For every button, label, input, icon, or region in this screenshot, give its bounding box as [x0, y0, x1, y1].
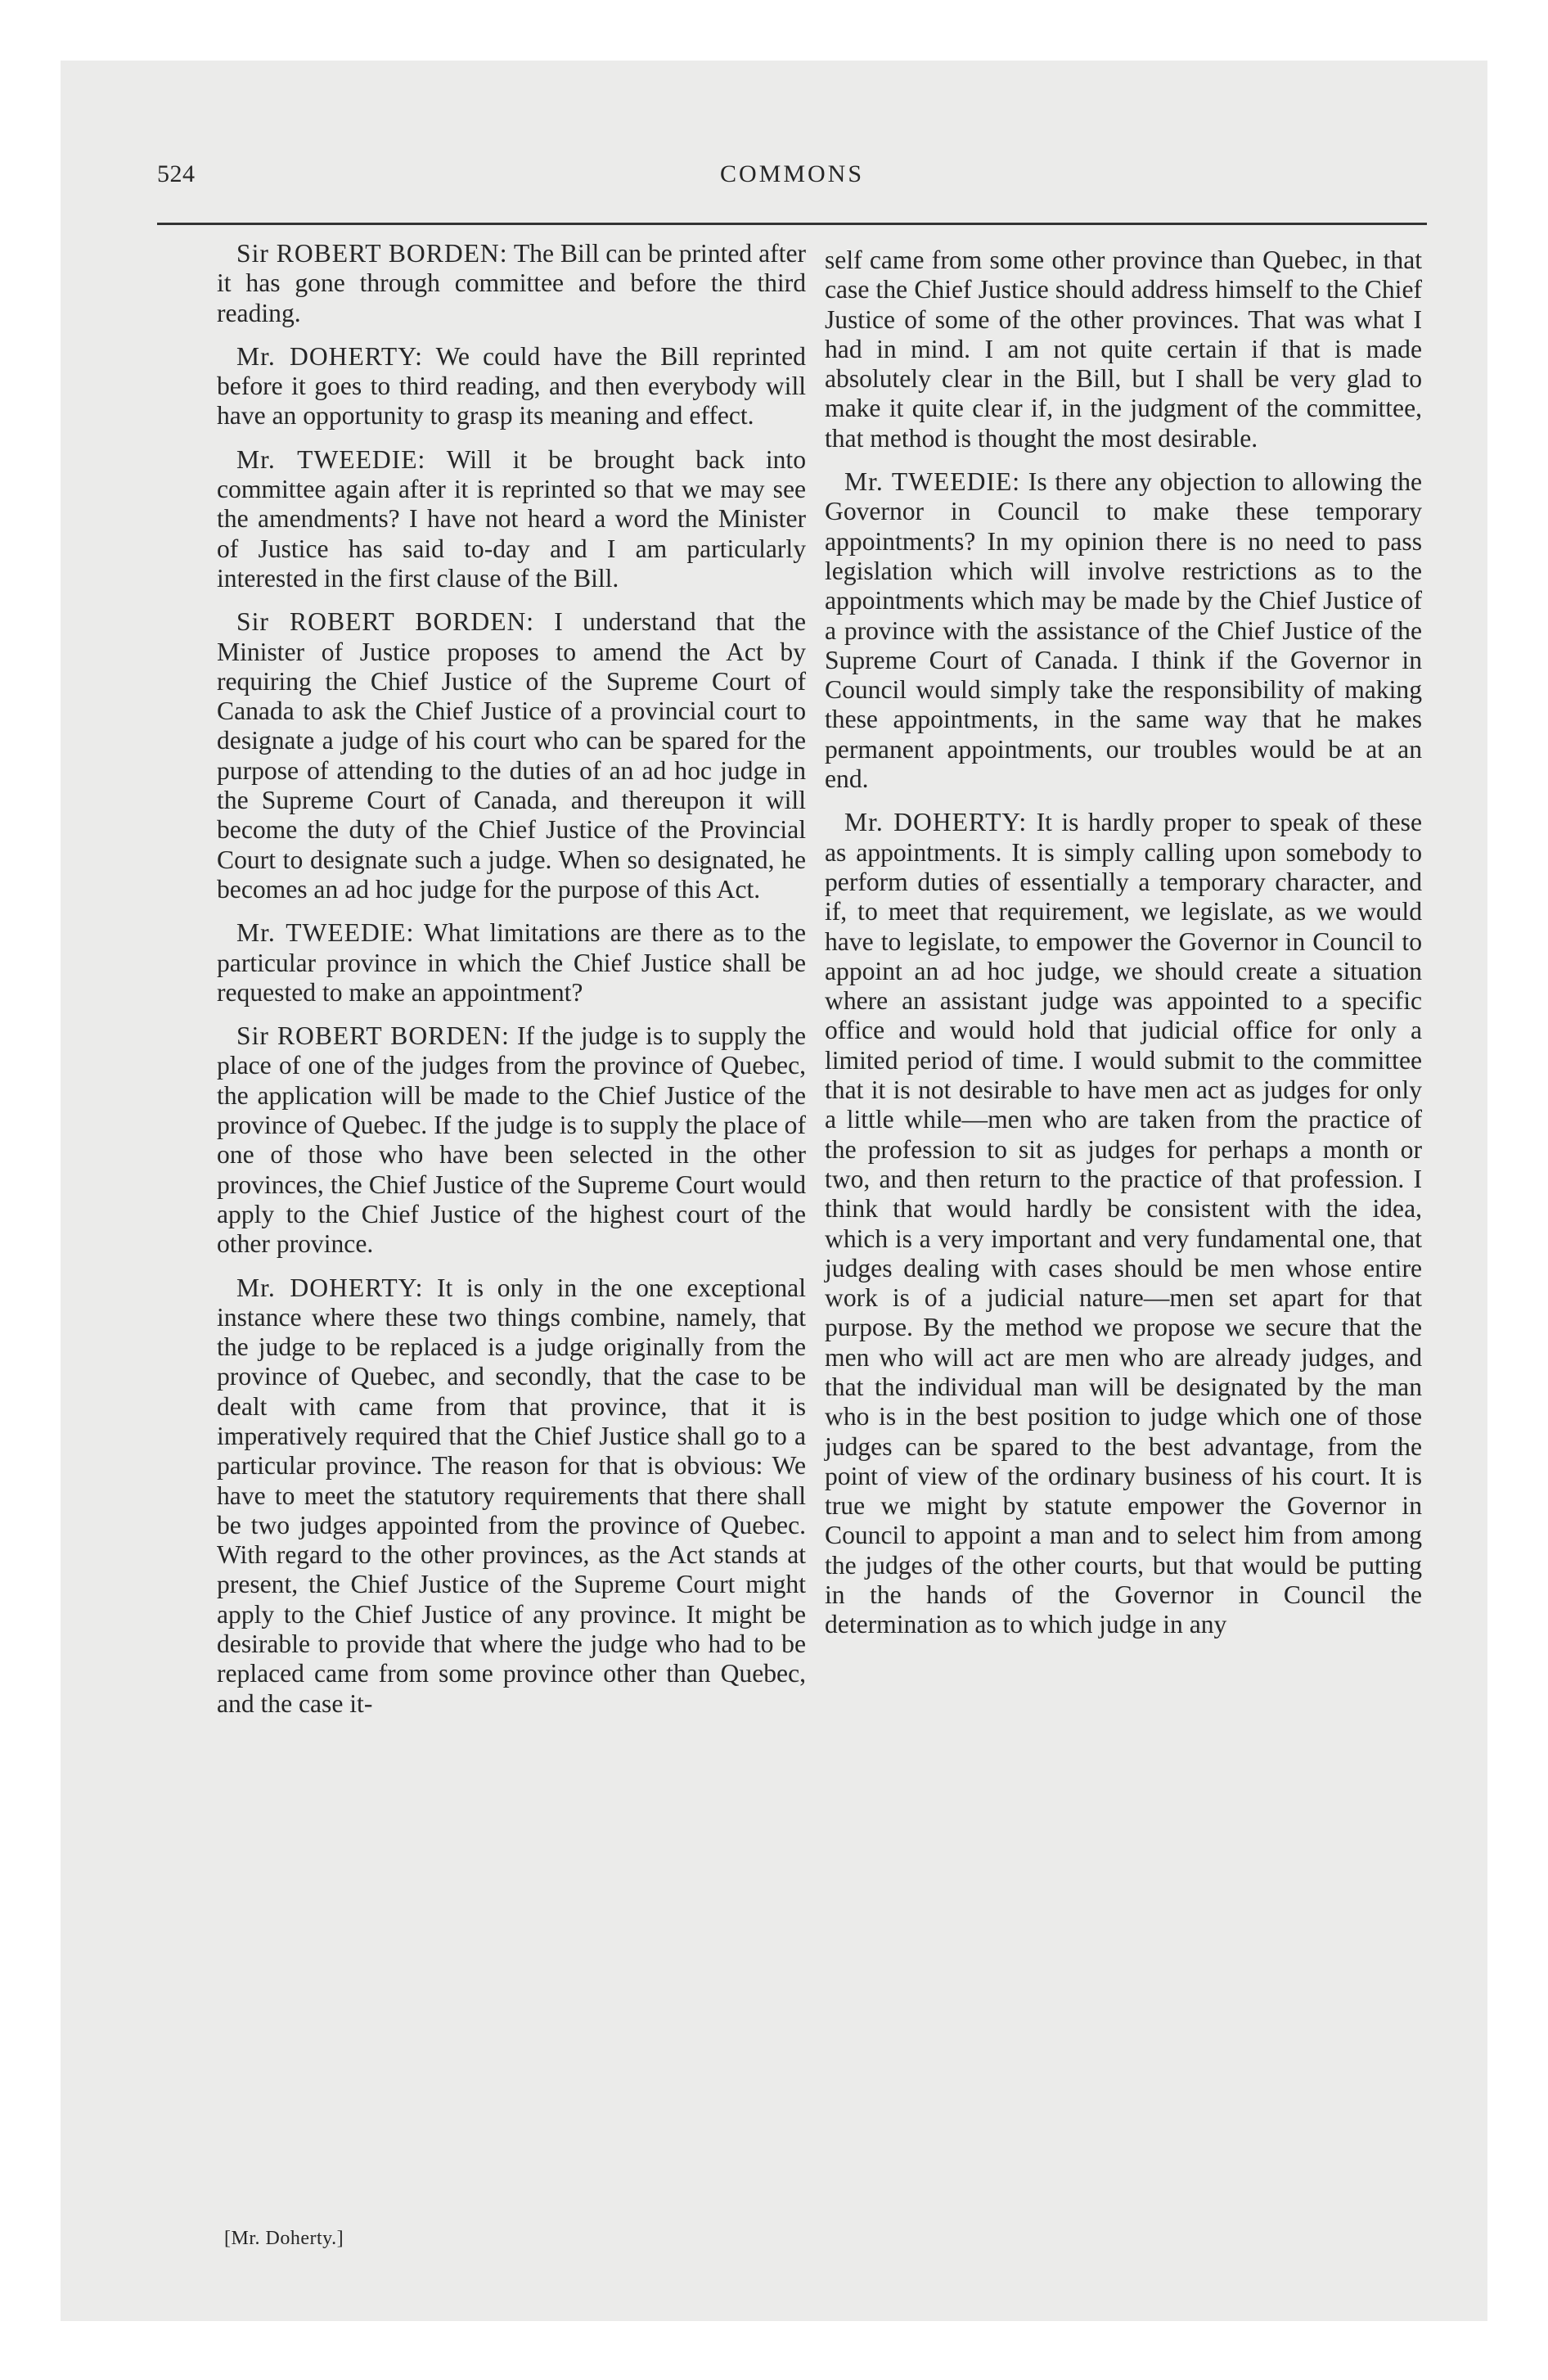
speaker-name: Sir ROBERT BORDEN:	[236, 1021, 510, 1051]
running-head: COMMONS	[719, 160, 865, 187]
speech-text: It is hardly proper to speak of these as appointments. It is simply calling upon somebody to perform duties of essentially a temporary character, and if, to meet that requirement, we legislate, as we would have to legislate, to empower the Governor in Council to appoint an ad hoc judge, we should create a situation where an assistant judge was appointed to a specific office and would hold that judicial office for only a limited period of time. I would submit to the committee that it is not desirable to have men act as judges for only a little while—men who are taken from the practice of the profession to sit as judges for perhaps a month or two, and then return to the practice of that profession. I think that would hardly be consistent with the idea, which is a very important and very fundamental one, that judges dealing with cases should be men whose entire work is of a judicial nature—men set apart for that purpose. By the method we propose we secure that the men who will act are men who are already judges, and that the individual man will be designated by the man who is in the best position to judge which one of those judges can be spared to the best advantage, from the point of view of the ordinary business of his court. It is true we might by statute empower the Governor in Council to appoint a man and to select him from among the judges of the other courts, but that would be putting in the hands of the Governor in Council the determination as to which judge in any	[825, 808, 1422, 1639]
paragraph	[217, 1273, 806, 1719]
paragraph	[217, 239, 806, 328]
right-column	[825, 246, 1422, 1654]
header-rule	[157, 223, 1427, 225]
paragraph	[825, 246, 1422, 453]
speech-text: We could have the Bill reprinted before it goes to third reading, and then everybody will have an opportunity to grasp its meaning and effect.	[217, 341, 806, 430]
speaker-name: Sir ROBERT BORDEN:	[236, 239, 508, 268]
speaker-name: Mr. TWEEDIE:	[236, 918, 415, 948]
speech-text: Will it be brought back into committee again after it is reprinted so that we may see the amendments? I have not heard a word the Minister of Justice has said to-day and I am particularly interested in the first clause of the Bill.	[217, 444, 806, 593]
speech-text: The Bill can be printed after it has gone through committee and before the third reading.	[217, 239, 806, 327]
speaker-name: Mr. DOHERTY:	[236, 1273, 424, 1302]
page-number: 524	[157, 160, 196, 187]
speech-text: If the judge is to supply the place of one of the judges from the province of Quebec, the application will be made to the Chief Justice of the province of Quebec. If the judge is to supply the place of one of those who have been selected in the other provinces, the Chief Justice of the Supreme Court would apply to the Chief Justice of the highest court of the other province.	[217, 1021, 806, 1259]
speaker-name: Mr. TWEEDIE:	[236, 444, 426, 474]
paragraph	[825, 467, 1422, 794]
speech-text: It is only in the one exceptional instance where these two things combine, namely, that the judge to be replaced is a judge originally from the province of Quebec, and secondly, that the case to be dealt with came from that province, that it is imperatively required that the Chief Justice shall go to a particular province. The reason for that is obvious: We have to meet the statutory requirements that there shall be two judges appointed from the province of Quebec. With regard to the other provinces, as the Act stands at present, the Chief Justice of the Supreme Court might apply to the Chief Justice of any province. It might be desirable to provide that where the judge who had to be replaced came from some province other than Quebec, and the case it-	[217, 1273, 806, 1718]
speaker-name: Mr. DOHERTY:	[844, 808, 1028, 837]
paragraph	[217, 342, 806, 431]
speaker-name: Sir ROBERT BORDEN:	[236, 607, 535, 637]
speech-text: Is there any objection to allowing the Governor in Council to make these temporary appointments? In my opinion there is no need to pass legislation which will involve restrictions as to the appointments which may be made by the Chief Justice of a province with the assistance of the Chief Justice of the Supreme Court of Canada. I think if the Governor in Council would simply take the responsibility of making these appointments, in the same way that he makes permanent appointments, our troubles would be at an end.	[825, 467, 1423, 794]
page-header	[157, 160, 1427, 193]
paragraph	[217, 918, 806, 1007]
speaker-name: Mr. TWEEDIE:	[844, 467, 1021, 497]
speaker-name: Mr. DOHERTY:	[236, 341, 423, 371]
paragraph	[825, 808, 1422, 1639]
paragraph	[217, 607, 806, 904]
paragraph	[217, 445, 806, 593]
footer-speaker-note: [Mr. Doherty.]	[224, 2228, 344, 2249]
left-column	[217, 239, 806, 1733]
paragraph	[217, 1021, 806, 1259]
speech-text: self came from some other province than Quebec, in that case the Chief Justice should address himself to the Chief Justice of some of the other provinces. That was what I had in mind. I am not quite certain if that is made absolutely clear in the Bill, but I shall be very glad to make it quite clear if, in the judgment of the committee, that method is thought the most desirable.	[825, 246, 1422, 453]
speech-text: What limitations are there as to the particular province in which the Chief Justice shall be requested to make an appointment?	[217, 918, 806, 1007]
speech-text: I understand that the Minister of Justice proposes to amend the Act by requiring the Chief Justice of the Supreme Court of Canada to ask the Chief Justice of a provincial court to designate a judge of his court who can be spared for the purpose of attending to the duties of an ad hoc judge in the Supreme Court of Canada, and thereupon it will become the duty of the Chief Justice of the Provincial Court to designate such a judge. When so designated, he becomes an ad hoc judge for the purpose of this Act.	[217, 607, 806, 904]
